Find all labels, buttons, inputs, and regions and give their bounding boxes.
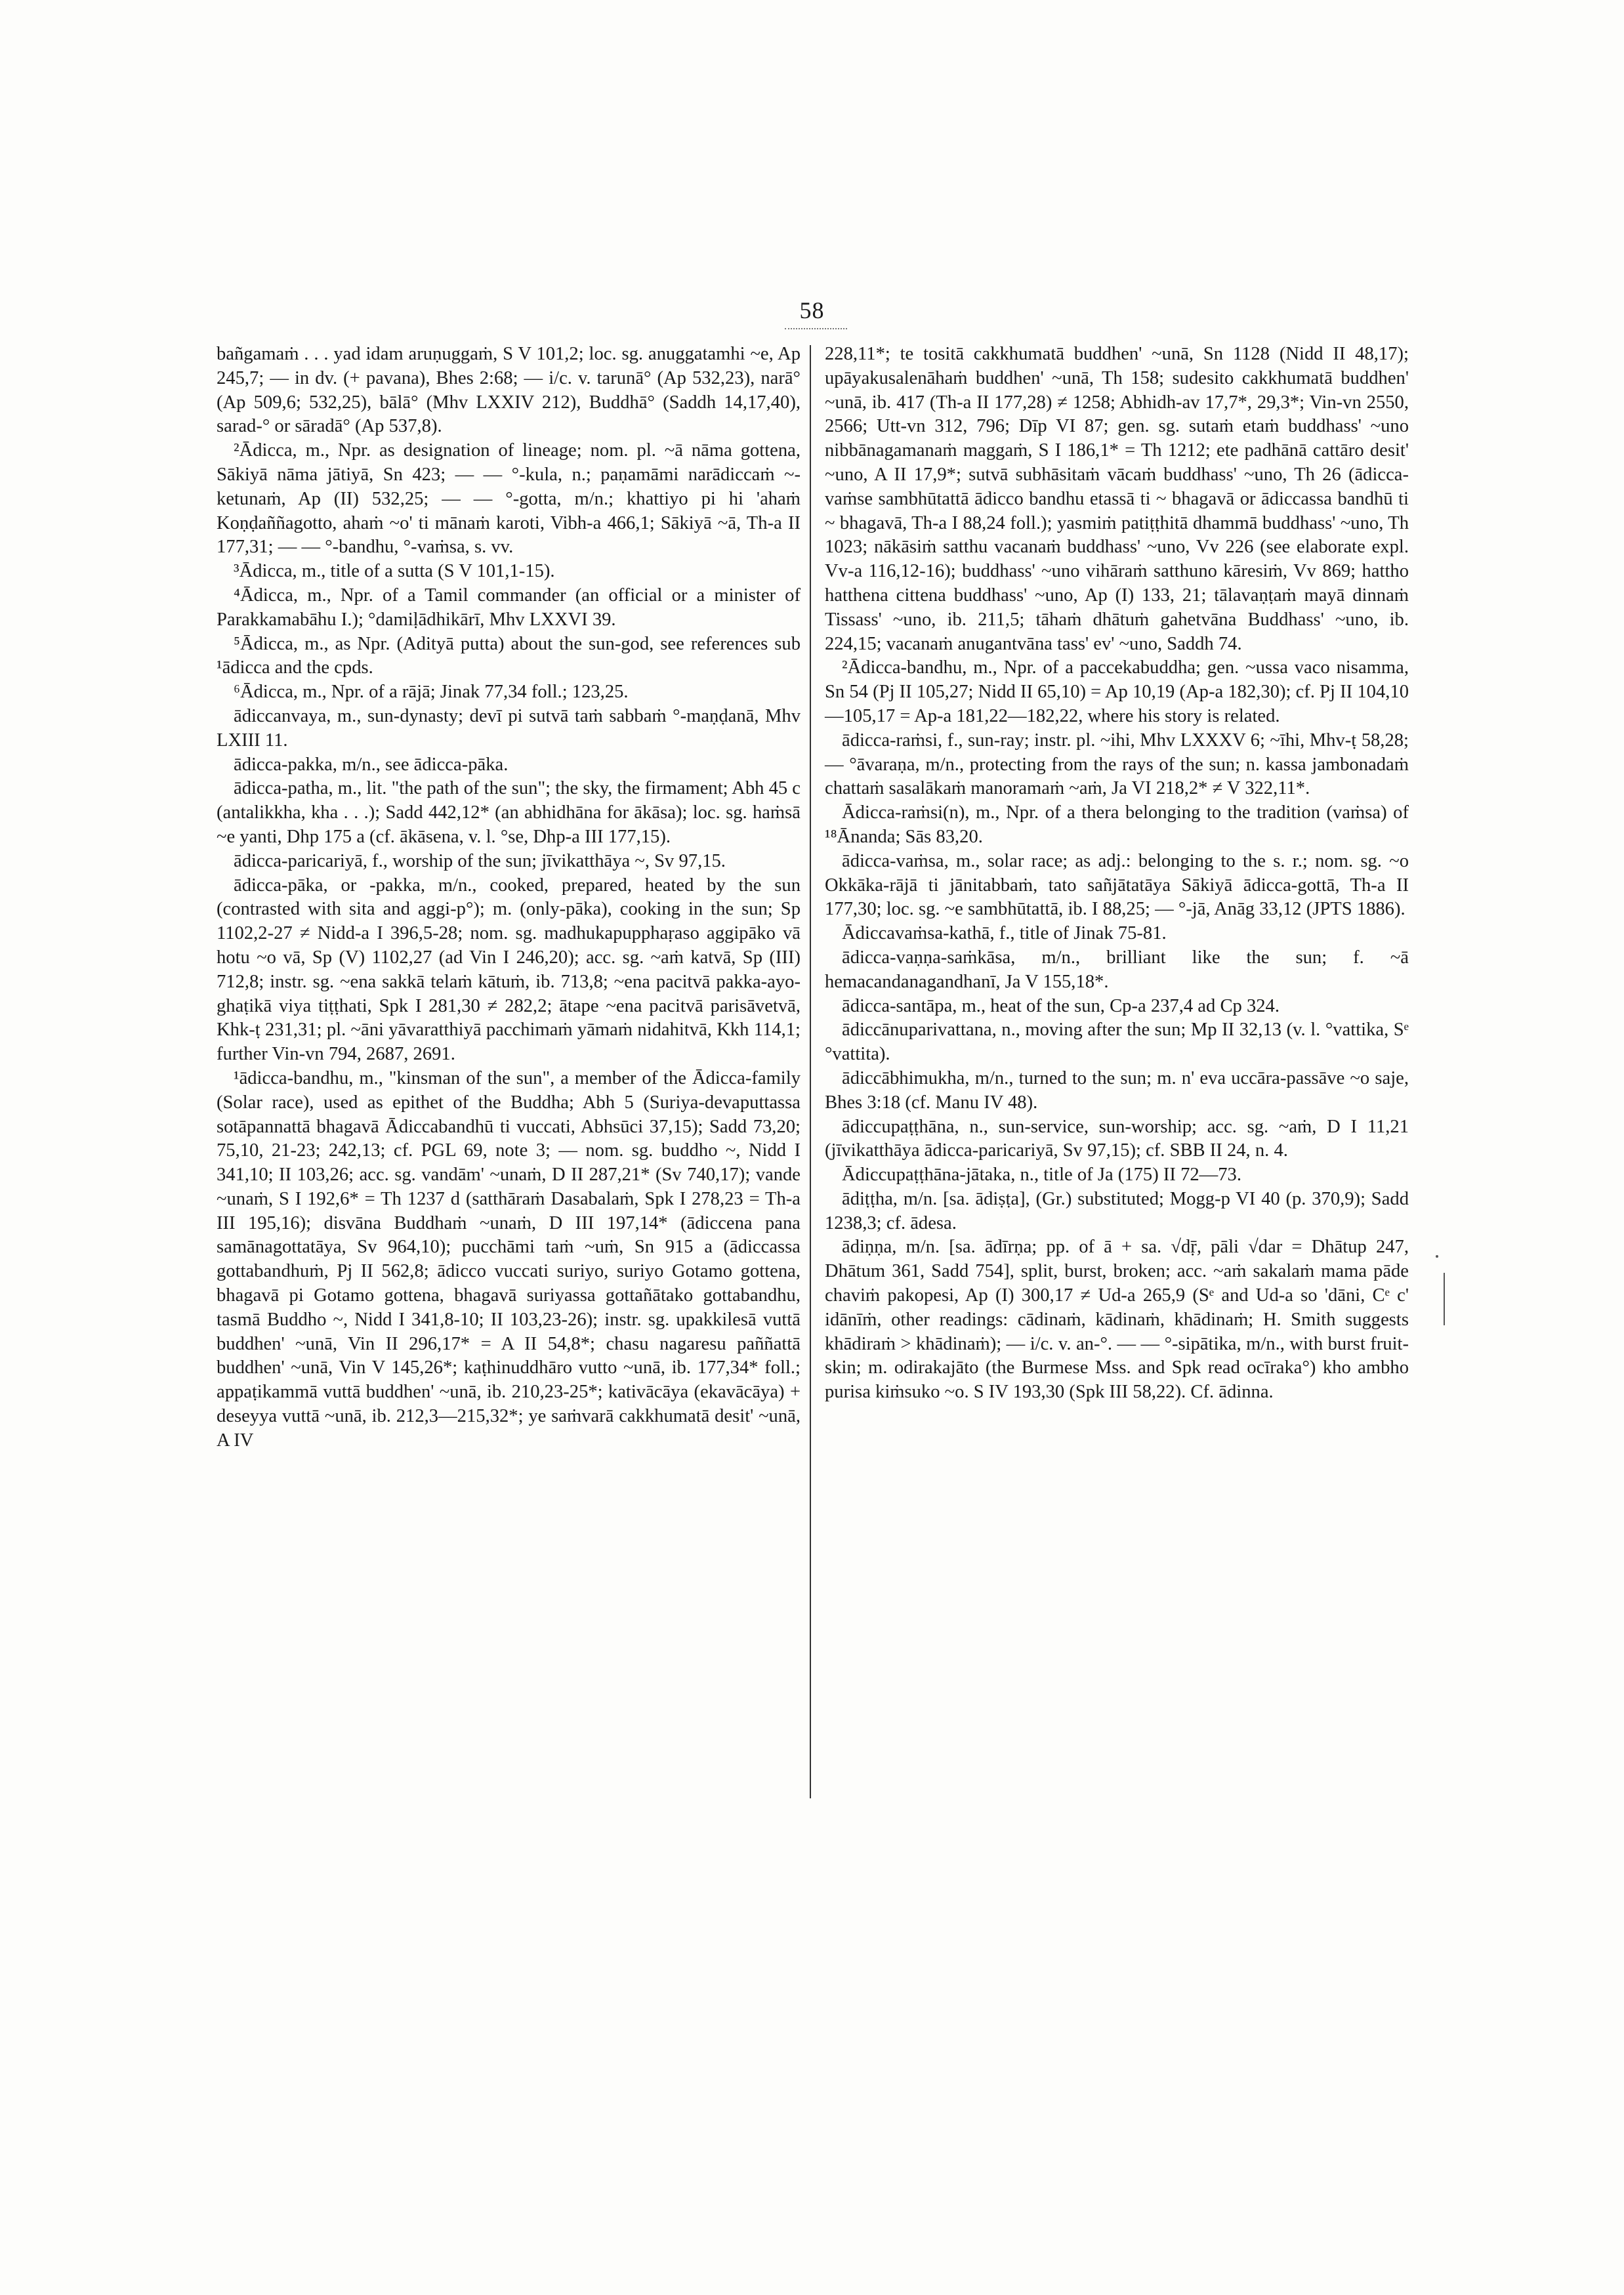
column-divider [810, 345, 811, 1798]
dictionary-entry: Ādiccavaṁsa-kathā, f., title of Jinak 75-81. [842, 923, 1167, 944]
dictionary-entry: ³Ādicca, m., title of a sutta (S V 101,1-15). [234, 561, 555, 582]
dictionary-entry: ²Ādicca, m., Npr. as designation of lineage; nom. pl. ~ā nāma gottena, Sākiyā nāma jātiyā, Sn 423; — — °-kula, n.; paṇamāmi narādiccaṁ ~-ketunaṁ, Ap (II) 532,25; — — °-gotta, m/n.; khattiyo pi hi 'ahaṁ Koṇḍaññagotto, ahaṁ ~o' ti mānaṁ karoti, Vibh-a 466,1; Sākiyā ~ā, Th-a II 177,31; — — °-bandhu, °-vaṁsa, s. vv. [217, 440, 801, 558]
dictionary-entry: ādiṭṭha, m/n. [sa. ādiṣṭa], (Gr.) substituted; Mogg-p VI 40 (p. 370,9); Sadd 1238,3; cf. ādesa. [825, 1188, 1409, 1233]
dictionary-entry: ²Ādicca-bandhu, m., Npr. of a paccekabuddha; gen. ~ussa vaco nisamma, Sn 54 (Pj II 105,27; Nidd II 65,10) = Ap 10,19 (Ap-a 182,30); cf. Pj II 104,10—105,17 = Ap-a 181,22—182,22, where his story is related. [825, 657, 1409, 726]
dictionary-entry: ⁴Ādicca, m., Npr. of a Tamil commander (an official or a minister of Parakkamabāhu I.); °damiḷādhikārī, Mhv LXXVI 39. [217, 585, 801, 630]
margin-dot [1436, 1255, 1438, 1258]
dictionary-entry: Ādicca-raṁsi(n), m., Npr. of a thera belonging to the tradition (vaṁsa) of ¹⁸Ānanda; Sās 83,20. [825, 802, 1409, 847]
dictionary-entry: bañgamaṁ . . . yad idam aruṇuggaṁ, S V 101,2; loc. sg. anuggatamhi ~e, Ap 245,7; — in dv. (+ pavana), Bhes 2:68; — i/c. v. tarunā° (Ap 532,23), narā° (Ap 509,6; 532,25), bālā° (Mhv LXXIV 212), Buddhā° (Saddh 14,17,40), sarad-° or sāradā° (Ap 537,8). [217, 344, 801, 437]
dictionary-entry: ādicca-patha, m., lit. "the path of the sun"; the sky, the firmament; Abh 45 c (antalikkha, kha . . .); Sadd 442,12* (an abhidhāna for ākāsa); loc. sg. haṁsā ~e yanti, Dhp 175 a (cf. ākāsena, v. l. °se, Dhp-a III 177,15). [217, 778, 801, 847]
dictionary-entry: ādiṇṇa, m/n. [sa. ādīrṇa; pp. of ā + sa. √dṝ, pāli √dar = Dhātup 247, Dhātum 361, Sadd 754], split, burst, broken; acc. ~aṁ sakalaṁ mama pāde chaviṁ pakopesi, Ap (I) 300,17 ≠ Ud-a 265,9 (Sᵉ and Ud-a so 'dāni, Cᵉ c' idānīṁ, other readings: cādinaṁ, kādinaṁ, khādinaṁ; H. Smith suggests khādiraṁ > khādinaṁ); — i/c. v. an-°. — — °-sipātika, m/n., with burst fruit-skin; m. odirakajāto (the Burmese Mss. and Spk read ocīraka°) kho ambho purisa kiṁsuko ~o. S IV 193,30 (Spk III 58,22). Cf. ādinna. [825, 1237, 1409, 1403]
dictionary-entry: ⁶Ādicca, m., Npr. of a rājā; Jinak 77,34 foll.; 123,25. [234, 682, 629, 703]
dictionary-entry: ¹ādicca-bandhu, m., "kinsman of the sun", a member of the Ādicca-family (Solar race), used as epithet of the Buddha; Abh 5 (Suriya-devaputtassa sotāpannattā bhagavā Ādiccabandhū ti vuccati, Abhsūci 37,15); Sadd 73,20; 75,10, 21-23; 242,13; cf. PGL 69, note 3; — nom. sg. buddho ~, Nidd I 341,10; II 103,26; acc. sg. vandām' ~unaṁ, D II 287,21* (Sv 740,17); vande ~unaṁ, S I 192,6* = Th 1237 d (satthāraṁ Dasabalaṁ, Spk I 278,23 = Th-a III 195,16); disvāna Buddhaṁ ~unaṁ, D III 197,14* (ādiccena pana samānagottatāya, Sv 964,10); pucchāmi taṁ ~uṁ, Sn 915 a (ādiccassa gottabandhuṁ, Pj II 562,8; ādicco vuccati suriyo, suriyo Gotamo gottena, bhagavā pi Gotamo gottena, bhagavā suriyassa gottañātako gottabandhu, tasmā Buddho ~, Nidd I 341,8-10; II 103,23-26); instr. sg. upakkilesā vuttā buddhen' ~unā, Vin II 296,17* = A II 54,8*; chasu nagaresu paññattā buddhen' ~unā, Vin V 145,26*; kaṭhinuddhāro vutto ~unā, ib. 177,34* foll.; appaṭikammā vuttā buddhen' ~unā, ib. 210,23-25*; kativācāya (ekavācāya) + deseyya vuttā ~unā, ib. 212,3—215,32*; ye saṁvarā cakkhumatā desit' ~unā, A IV [217, 1067, 801, 1451]
page-number-rule [785, 328, 847, 329]
right-column [825, 342, 1409, 1405]
left-column [217, 342, 801, 1453]
page-number: 58 [799, 297, 825, 323]
dictionary-entry: ādicca-raṁsi, f., sun-ray; instr. pl. ~ihi, Mhv LXXXV 6; ~īhi, Mhv-ṭ 58,28; — °āvaraṇa, m/n., protecting from the rays of the sun; n. kassa jambonadaṁ chattaṁ sasalākaṁ manoramaṁ ~aṁ, Ja VI 218,2* ≠ V 322,11*. [825, 730, 1409, 799]
dictionary-entry: 228,11*; te tositā cakkhumatā buddhen' ~unā, Sn 1128 (Nidd II 48,17); upāyakusalenāhaṁ buddhen' ~unā, Th 158; sudesito cakkhumatā buddhen' ~unā, ib. 417 (Th-a II 177,28) ≠ 1258; Abhidh-av 17,7*, 29,3*; Vin-vn 2550, 2566; Utt-vn 312, 796; Dīp VI 87; gen. sg. sutaṁ etaṁ buddhass' ~uno nibbānagamanaṁ maggaṁ, S I 186,1* = Th 1212; ete padhānā cattāro desit' ~uno, A II 17,9*; sutvā subhāsitaṁ vācaṁ buddhass' ~uno, Th 26 (ādicca-vaṁse sambhūtattā ādicco bandhu etassā ti ~ bhagavā or ādiccassa bandhū ti ~ bhagavā, Th-a I 88,24 foll.); yasmiṁ patiṭṭhitā dhammā buddhass' ~uno, Th 1023; nākāsiṁ satthu vacanaṁ buddhass' ~uno, Vv 226 (see elaborate expl. Vv-a 116,12-16); buddhass' ~uno vihāraṁ satthuno kāresiṁ, Vv 869; hattho hatthena cittena buddhass' ~uno, Ap (I) 133, 21; tālavaṇṭaṁ mayā dinnaṁ Tissass' ~uno, ib. 211,5; tāhaṁ dhātuṁ gahetvāna Buddhass' ~uno, ib. 224,15; vacanaṁ anugantvāna tass' ev' ~uno, Saddh 74. [825, 344, 1409, 654]
dictionary-entry: ādiccābhimukha, m/n., turned to the sun; m. n' eva uccāra-passāve ~o saje, Bhes 3:18 (cf. Manu IV 48). [825, 1067, 1409, 1113]
margin-mark [1444, 1273, 1445, 1325]
dictionary-entry: ādicca-santāpa, m., heat of the sun, Cp-a 237,4 ad Cp 324. [842, 995, 1280, 1016]
dictionary-entry: ādiccānuparivattana, n., moving after the sun; Mp II 32,13 (v. l. °vattika, Sᵉ °vattita). [825, 1020, 1409, 1065]
dictionary-entry: ⁵Ādicca, m., as Npr. (Adityā putta) about the sun-god, see references sub ¹ādicca and the cpds. [217, 633, 801, 678]
dictionary-entry: ādicca-pakka, m/n., see ādicca-pāka. [234, 754, 509, 775]
dictionary-entry: ādiccupaṭṭhāna, n., sun-service, sun-worship; acc. sg. ~aṁ, D I 11,21 (jīvikatthāya ādicca-paricariyā, Sv 97,15); cf. SBB II 24, n. 4. [825, 1116, 1409, 1161]
dictionary-entry: ādiccanvaya, m., sun-dynasty; devī pi sutvā taṁ sabbaṁ °-maṇḍanā, Mhv LXIII 11. [217, 705, 801, 751]
dictionary-entry: ādicca-paricariyā, f., worship of the sun; jīvikatthāya ~, Sv 97,15. [234, 850, 726, 871]
dictionary-entry: Ādiccupaṭṭhāna-jātaka, n., title of Ja (175) II 72—73. [842, 1165, 1241, 1186]
dictionary-entry: ādicca-vaṁsa, m., solar race; as adj.: belonging to the s. r.; nom. sg. ~o Okkāka-rājā ti jānitabbaṁ, tato sañjātatāya Sākiyā ādicca-gottā, Th-a II 177,30; loc. sg. ~e sambhūtattā, ib. I 88,25; — °-jā, Anāg 33,12 (JPTS 1886). [825, 850, 1409, 920]
dictionary-entry: ādicca-vaṇṇa-saṁkāsa, m/n., brilliant like the sun; f. ~ā hemacandanagandhanī, Ja V 155,18*. [825, 947, 1409, 992]
dictionary-entry: ādicca-pāka, or -pakka, m/n., cooked, prepared, heated by the sun (contrasted with sita and aggi-p°); m. (only-pāka), cooking in the sun; Sp 1102,2-27 ≠ Nidd-a I 396,5-28; nom. sg. madhukapupphaṛaso aggipāko vā hotu ~o vā, Sp (V) 1102,27 (ad Vin I 246,20); acc. sg. ~aṁ katvā, Sp (III) 712,8; instr. sg. ~ena sakkā telaṁ kātuṁ, ib. 713,8; ~ena pacitvā pakka-ayo-ghaṭikā viya tiṭṭhati, Spk I 281,30 ≠ 282,2; ātape ~ena pacitvā parisāvetvā, Khk-ṭ 231,31; pl. ~āni yāvaratthiyā pacchimaṁ yāmaṁ nidahitvā, Kkh 114,1; further Vin-vn 794, 2687, 2691. [217, 875, 801, 1065]
